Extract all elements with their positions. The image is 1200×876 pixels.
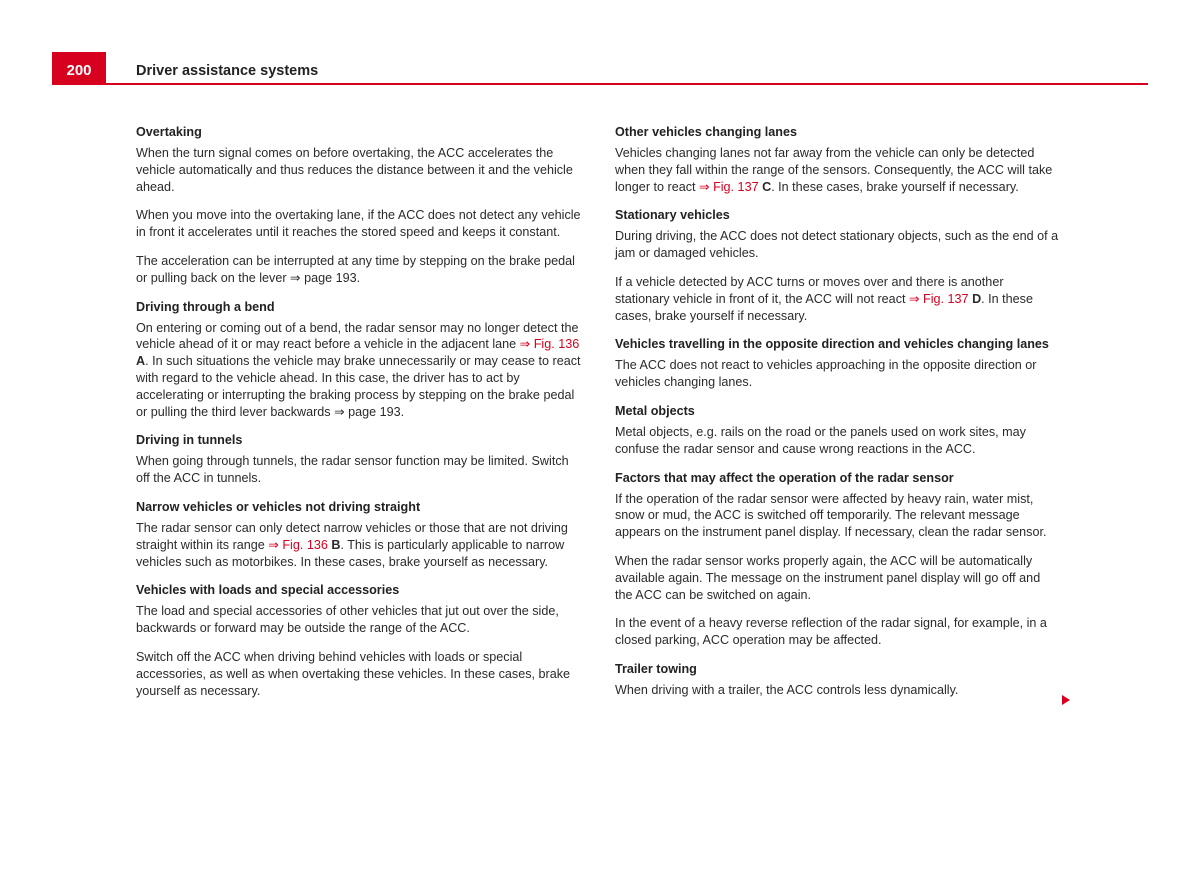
continue-arrow-icon (1062, 695, 1070, 705)
text: . In these cases, brake yourself if necessary. (771, 179, 1019, 194)
section-heading: Factors that may affect the operation of the radar sensor (615, 470, 954, 485)
paragraph: When going through tunnels, the radar sensor function may be limited. Switch off the ACC in tunnels. (136, 454, 569, 486)
section-heading: Other vehicles changing lanes (615, 125, 797, 139)
section-heading: Vehicles travelling in the opposite direction and vehicles changing lanes (615, 337, 1049, 352)
paragraph: The acceleration can be interrupted at any time by stepping on the brake pedal or pulling back on the lever ⇒ page 193. (136, 253, 575, 285)
section-heading: Driving through a bend (136, 299, 275, 314)
right-column (615, 124, 1061, 711)
paragraph (136, 320, 582, 421)
text: Vehicles changing lanes not far away from the vehicle can only be detected when they fall within the range of the sensors. Consequently, the ACC will take longer to react (615, 146, 1053, 194)
paragraph: The load and special accessories of other vehicles that jut out over the side, backwards or forward may be outside the range of the ACC. (136, 604, 559, 636)
fig-ref-letter: A (136, 354, 146, 369)
text: . In these cases, brake yourself if necessary. (615, 291, 1033, 323)
fig-ref-letter: D (972, 291, 982, 306)
section-heading: Metal objects (615, 403, 695, 418)
left-column (136, 124, 582, 711)
text: . In such situations the vehicle may brake unnecessarily or may cease to react with regard to the vehicle ahead. In this case, the driver has to act by accelerating or interrupting the braking process by stepping on the brake pedal or pulling the third lever backwards ⇒ page 193. (136, 354, 581, 419)
section-heading: Overtaking (136, 125, 202, 139)
paragraph (136, 520, 582, 570)
fig-137-link[interactable]: ⇒ Fig. 137 (699, 179, 759, 194)
chapter-title: Driver assistance systems (136, 63, 319, 79)
fig-137-link[interactable]: ⇒ Fig. 137 (909, 291, 969, 306)
fig-136-link[interactable]: ⇒ Fig. 136 (519, 337, 580, 352)
header-divider (52, 83, 1148, 85)
page-number: 200 (52, 52, 106, 84)
paragraph: The ACC does not react to vehicles approaching in the opposite direction or vehicles changing lanes. (615, 358, 1037, 390)
paragraph: When the turn signal comes on before overtaking, the ACC accelerates the vehicle automatically and thus reduces the distance between it and the vehicle ahead. (136, 146, 573, 194)
text: If a vehicle detected by ACC turns or moves over and there is another stationary vehicle in front of it, the ACC will not react (615, 274, 1004, 306)
text: The radar sensor can only detect narrow vehicles or those that are not driving straight within its range (136, 520, 568, 552)
paragraph (615, 274, 1061, 324)
fig-ref-letter: C (762, 179, 772, 194)
paragraph: When the radar sensor works properly again, the ACC will be automatically available again. The message on the instrument panel display will go off and the ACC can be switched on again. (615, 553, 1041, 602)
paragraph: If the operation of the radar sensor were affected by heavy rain, water mist, snow or mud, the ACC is switched off temporarily. The relevant message appears on the instrument panel display. If necessary, clean the radar sensor. (615, 491, 1047, 540)
paragraph: When you move into the overtaking lane, if the ACC does not detect any vehicle in front it accelerates until it reaches the stored speed and keeps it constant. (136, 208, 581, 240)
section-heading: Narrow vehicles or vehicles not driving straight (136, 499, 421, 514)
paragraph: During driving, the ACC does not detect stationary objects, such as the end of a jam or damaged vehicles. (615, 229, 1059, 261)
section-heading: Driving in tunnels (136, 433, 243, 448)
text: On entering or coming out of a bend, the radar sensor may no longer detect the vehicle ahead of it or may react before a vehicle in the adjacent lane (136, 320, 579, 352)
fig-ref-letter: B (331, 537, 341, 552)
text: . This is particularly applicable to narrow vehicles such as motorbikes. In these cases, brake yourself as necessary. (136, 537, 565, 569)
paragraph (615, 145, 1061, 195)
paragraph: Switch off the ACC when driving behind vehicles with loads or special accessories, as well as when overtaking these vehicles. In these cases, brake yourself as necessary. (136, 649, 571, 698)
fig-136-link[interactable]: ⇒ Fig. 136 (268, 537, 328, 552)
section-heading: Stationary vehicles (615, 208, 730, 223)
paragraph: Metal objects, e.g. rails on the road or the panels used on work sites, may confuse the radar sensor and cause wrong reactions in the ACC. (615, 424, 1026, 456)
paragraph: In the event of a heavy reverse reflection of the radar signal, for example, in a closed parking, ACC operation may be affected. (615, 616, 1047, 648)
paragraph: When driving with a trailer, the ACC controls less dynamically. (615, 682, 959, 697)
section-heading: Trailer towing (615, 661, 697, 676)
section-heading: Vehicles with loads and special accessories (136, 583, 400, 598)
page-header (52, 52, 1148, 86)
